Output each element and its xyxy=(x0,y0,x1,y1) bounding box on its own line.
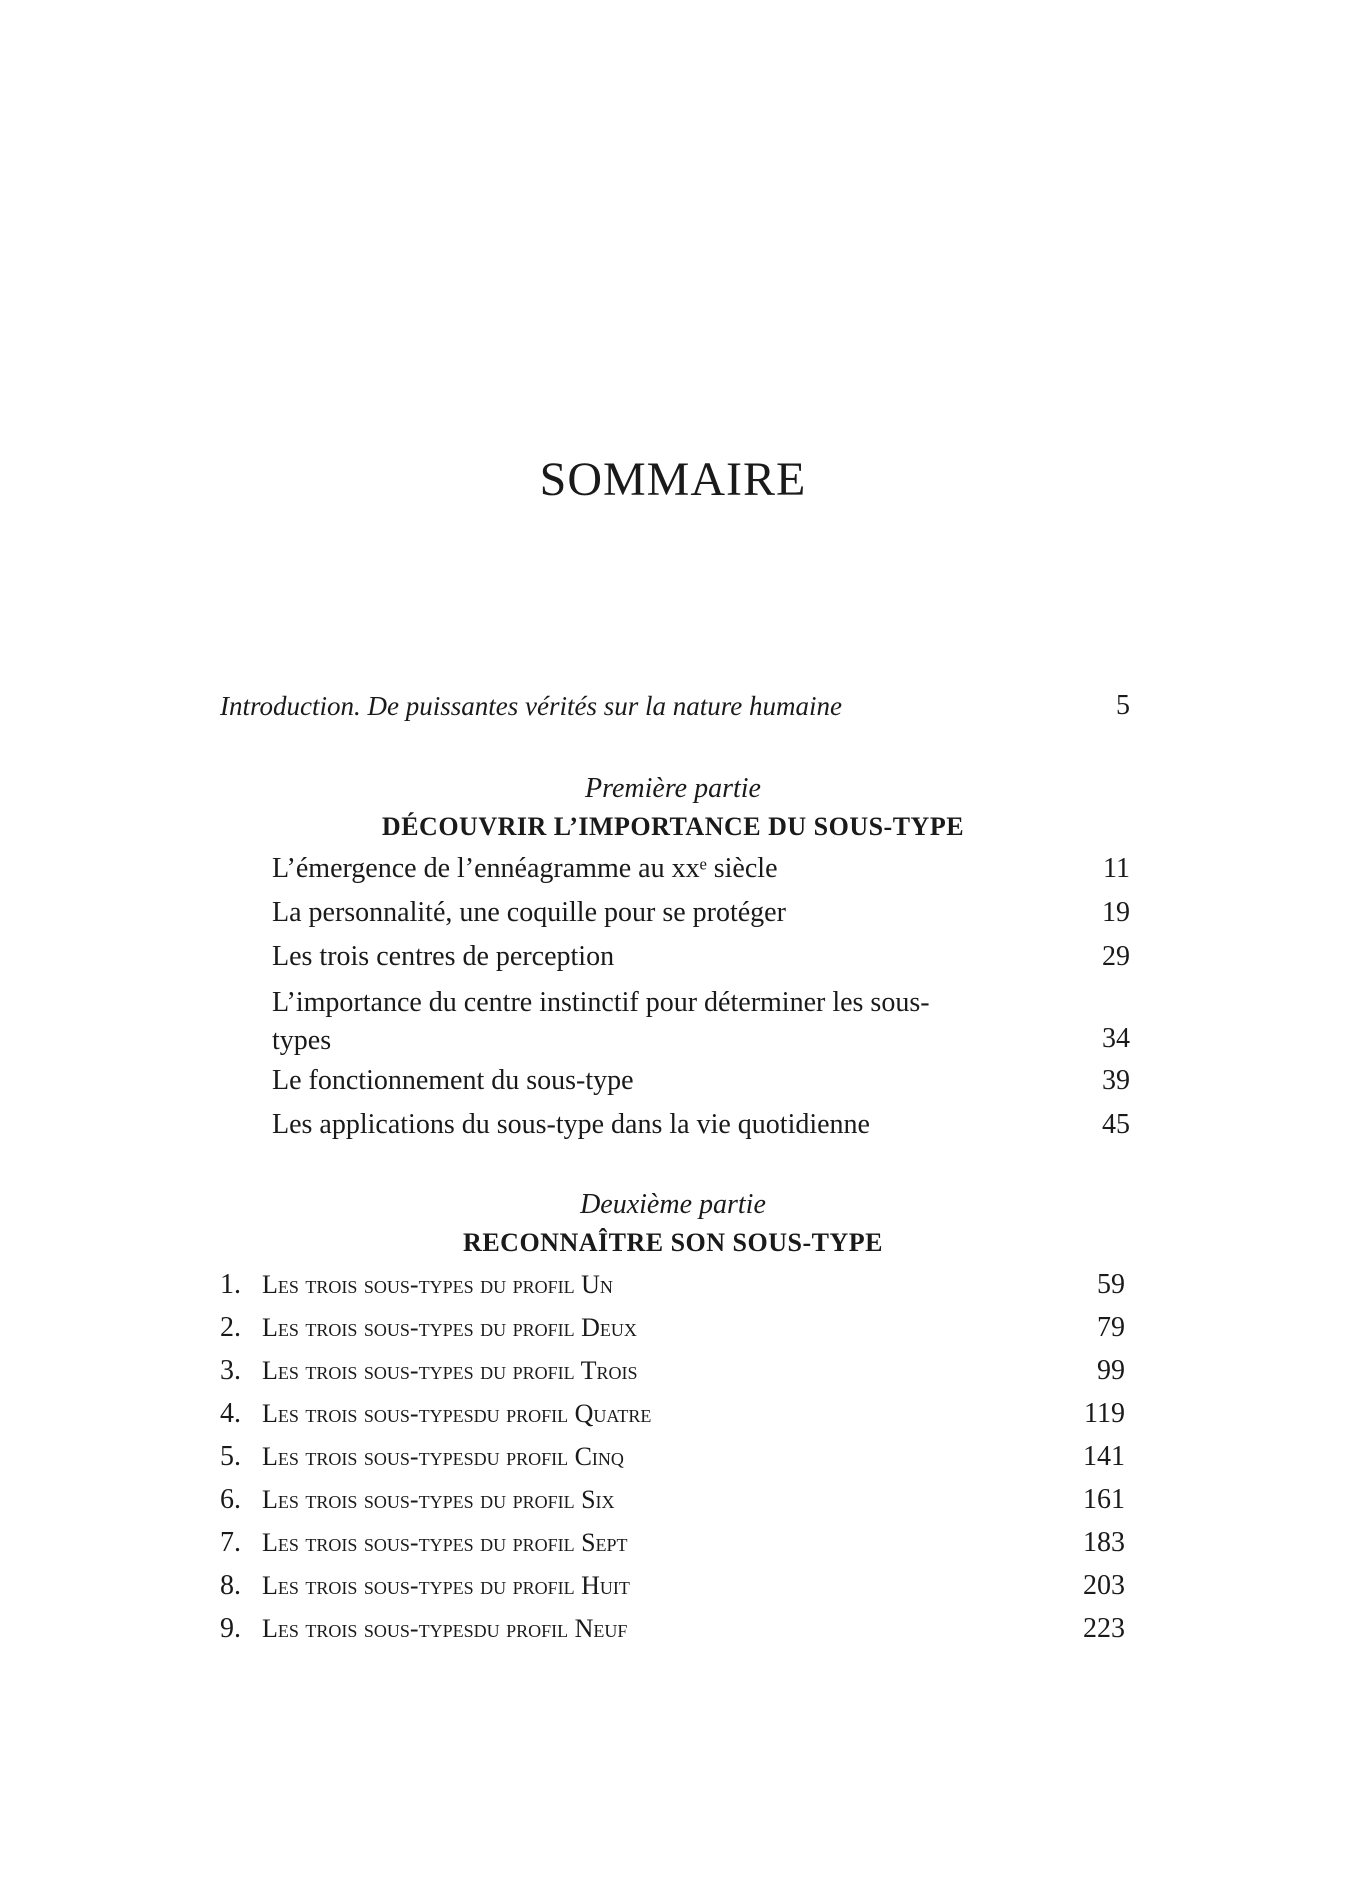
toc-entry-page: 34 xyxy=(1102,1023,1130,1054)
toc-entry xyxy=(272,852,1130,892)
toc-entry xyxy=(220,1483,1125,1523)
toc-entry-title: Les trois centres de perception xyxy=(272,941,615,972)
toc-entry-number: 4. xyxy=(220,1398,241,1429)
toc-entry-title: Les trois sous-types du profil Deux xyxy=(262,1313,637,1342)
toc-entry-page: 45 xyxy=(1102,1109,1130,1140)
toc-entry-title: L’importance du centre instinctif pour déterminer les sous-types xyxy=(272,987,930,1056)
toc-entry-title: Les trois sous-typesdu profil Quatre xyxy=(262,1399,652,1428)
toc-entry-title: Les trois sous-typesdu profil Neuf xyxy=(262,1614,628,1643)
toc-entry xyxy=(272,940,1130,980)
toc-entry-page: 79 xyxy=(1097,1312,1125,1343)
toc-entry-number: 2. xyxy=(220,1312,241,1343)
page-title: SOMMAIRE xyxy=(539,453,807,506)
toc-entry-page: 19 xyxy=(1102,897,1130,928)
toc-entry-number: 1. xyxy=(220,1269,241,1300)
toc-entry-page: 183 xyxy=(1083,1527,1125,1558)
toc-entry-page: 59 xyxy=(1097,1269,1125,1300)
toc-entry xyxy=(220,1397,1125,1437)
toc-entry-title: La personnalité, une coquille pour se protéger xyxy=(272,897,786,928)
toc-entry-number: 5. xyxy=(220,1441,241,1472)
toc-entry-number: 8. xyxy=(220,1570,241,1601)
toc-entry xyxy=(220,1354,1125,1394)
toc-entry-title: Les trois sous-types du profil Un xyxy=(262,1270,613,1299)
toc-entry-page: 99 xyxy=(1097,1355,1125,1386)
toc-entry-page: 29 xyxy=(1102,941,1130,972)
toc-entry-title: Les trois sous-typesdu profil Cinq xyxy=(262,1442,624,1471)
toc-entry xyxy=(220,1526,1125,1566)
toc-entry-page: 5 xyxy=(1116,690,1130,721)
toc-entry-title: Les trois sous-types du profil Huit xyxy=(262,1571,630,1600)
toc-entry-title: Les trois sous-types du profil Six xyxy=(262,1485,615,1514)
toc-entry-title: Le fonctionnement du sous-type xyxy=(272,1065,634,1096)
toc-entry-page: 119 xyxy=(1084,1398,1125,1429)
toc-entry-page: 39 xyxy=(1102,1065,1130,1096)
toc-entry-title: L’émergence de l’ennéagramme au xxᵉ siècle xyxy=(272,853,778,884)
toc-entry xyxy=(272,1064,1130,1104)
toc-entry xyxy=(220,1268,1125,1308)
part-1-label: Première partie xyxy=(585,773,761,804)
toc-entry-number: 7. xyxy=(220,1527,241,1558)
toc-entry-number: 6. xyxy=(220,1484,241,1515)
toc-entry-title: Les trois sous-types du profil Trois xyxy=(262,1356,638,1385)
toc-entry-title: Les trois sous-types du profil Sept xyxy=(262,1528,628,1557)
toc-entry-page: 11 xyxy=(1103,853,1130,884)
toc-entry xyxy=(220,1569,1125,1609)
part-2-heading: RECONNAÎTRE SON SOUS-TYPE xyxy=(463,1228,883,1257)
toc-entry xyxy=(272,896,1130,936)
toc-entry-introduction xyxy=(220,689,1130,729)
toc-entry-page: 223 xyxy=(1083,1613,1125,1644)
toc-entry-page: 141 xyxy=(1083,1441,1125,1472)
toc-entry xyxy=(272,1108,1130,1148)
toc-entry xyxy=(220,1612,1125,1652)
toc-entry xyxy=(220,1311,1125,1351)
toc-entry-title: Les applications du sous-type dans la vie quotidienne xyxy=(272,1109,870,1140)
toc-entry xyxy=(220,1440,1125,1480)
toc-entry-number: 3. xyxy=(220,1355,241,1386)
toc-entry-number: 9. xyxy=(220,1613,241,1644)
toc-entry-page: 161 xyxy=(1083,1484,1125,1515)
toc-entry-title: Introduction. De puissantes vérités sur la nature humaine xyxy=(220,691,842,721)
toc-entry xyxy=(272,984,1130,1064)
part-2-label: Deuxième partie xyxy=(580,1189,766,1220)
part-1-heading: DÉCOUVRIR L’IMPORTANCE DU SOUS-TYPE xyxy=(381,812,965,841)
toc-entry-page: 203 xyxy=(1083,1570,1125,1601)
